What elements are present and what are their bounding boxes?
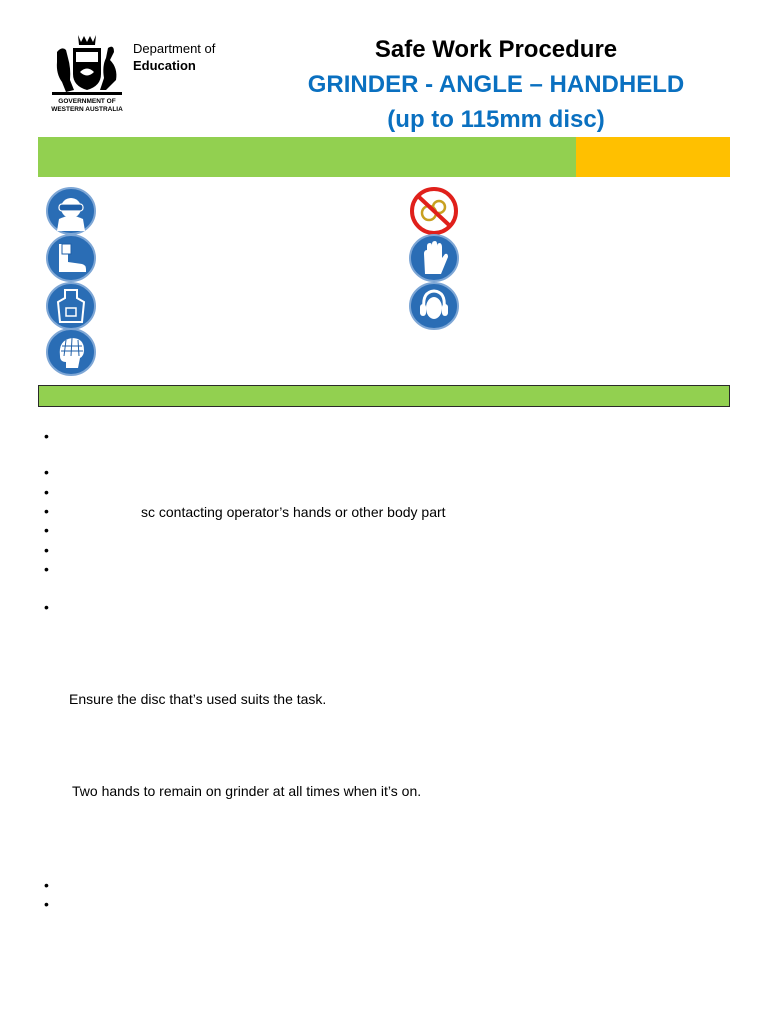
page-title: Safe Work Procedure [374, 36, 618, 63]
procedure-item-two-hands: Two hands to remain on grinder at all times when it’s on. [72, 783, 422, 799]
hairnet-icon [46, 328, 96, 376]
header-orange-bar [576, 137, 730, 177]
bullet-marker: • [44, 561, 49, 577]
procedure-item-disc: Ensure the disc that’s used suits the task. [69, 691, 327, 707]
hazard-text: sc contacting operator’s hands or other body part [141, 504, 446, 520]
subtitle-line1: GRINDER - ANGLE – HANDHELD [307, 71, 685, 98]
safety-boots-icon [46, 234, 96, 282]
bullet-marker: • [44, 464, 49, 480]
bullet-marker: • [44, 522, 49, 538]
bullet-marker: • [44, 599, 49, 615]
bullet-marker: • [44, 877, 49, 893]
department-name-line1: Department of [133, 41, 216, 56]
safety-glasses-icon [46, 187, 96, 235]
bullet-marker: • [44, 484, 49, 500]
gloves-icon [409, 234, 459, 282]
no-rings-icon [409, 187, 459, 235]
ear-muffs-icon [409, 282, 459, 330]
header-green-bar [38, 137, 576, 177]
section-header-band [38, 385, 730, 407]
wa-crest-icon [44, 32, 130, 114]
subtitle-line2: (up to 115mm disc) [387, 106, 605, 133]
bullet-marker: • [44, 542, 49, 558]
bullet-marker: • [44, 503, 49, 519]
department-name-line2: Education [133, 58, 196, 73]
svg-text:WESTERN AUSTRALIA: WESTERN AUSTRALIA [51, 106, 123, 113]
bullet-marker: • [44, 428, 49, 444]
apron-icon [46, 282, 96, 330]
bullet-marker: • [44, 896, 49, 912]
svg-text:GOVERNMENT OF: GOVERNMENT OF [58, 98, 116, 105]
department-logo [44, 32, 244, 117]
